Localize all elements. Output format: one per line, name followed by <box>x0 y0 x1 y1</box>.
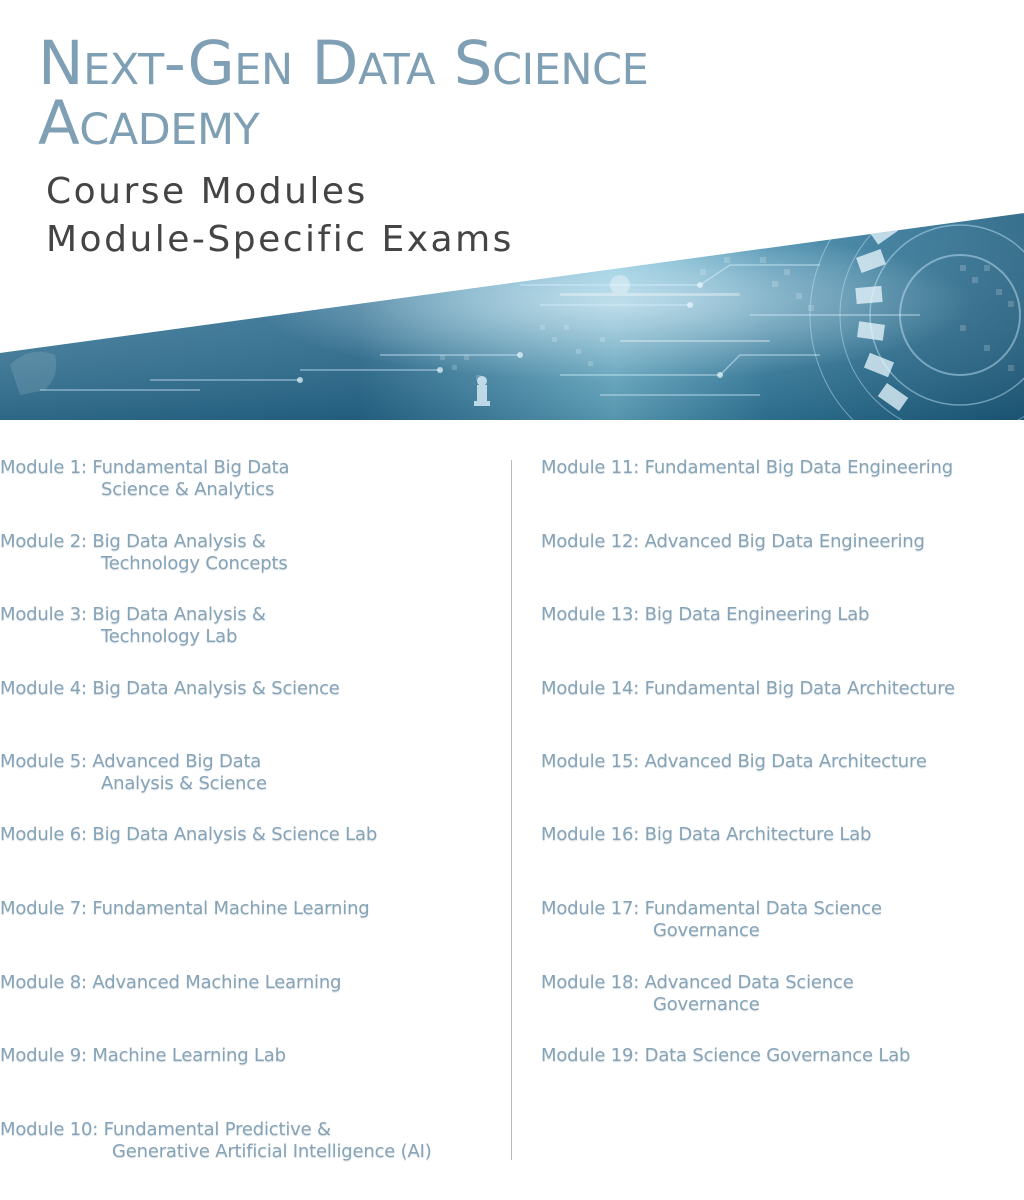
module-prefix: Module 7: <box>0 898 93 919</box>
module-title-continued: Analysis & Science <box>101 773 267 794</box>
page-title <box>38 28 649 159</box>
module-prefix: Module 18: <box>541 972 645 993</box>
module-prefix: Module 2: <box>0 531 93 552</box>
module-title: Big Data Analysis & Science <box>92 678 340 699</box>
module-title: Advanced Big Data Architecture <box>644 751 927 772</box>
module-prefix: Module 17: <box>541 898 645 919</box>
module-prefix: Module 3: <box>0 604 93 625</box>
module-prefix: Module 16: <box>541 824 645 845</box>
modules-section <box>0 455 1024 1175</box>
module-item-1 <box>0 457 289 501</box>
module-title: Big Data Analysis & Science Lab <box>92 824 378 845</box>
module-title: Advanced Machine Learning <box>92 972 342 993</box>
module-prefix: Module 9: <box>0 1045 93 1066</box>
title-line-2: Academy <box>38 88 260 159</box>
module-prefix: Module 10: <box>0 1119 104 1140</box>
title-line-1: Next-Gen Data Science <box>38 28 649 99</box>
module-item-12 <box>541 531 925 553</box>
module-item-8 <box>0 972 341 994</box>
module-title-continued: Governance <box>653 994 760 1015</box>
module-title: Fundamental Data Science <box>644 898 882 919</box>
module-item-14 <box>541 678 955 700</box>
module-prefix: Module 5: <box>0 751 93 772</box>
module-title: Fundamental Big Data <box>92 457 290 478</box>
module-item-16 <box>541 824 871 846</box>
module-prefix: Module 12: <box>541 531 645 552</box>
module-item-10 <box>0 1119 432 1163</box>
module-item-4 <box>0 678 340 700</box>
module-title: Big Data Analysis & <box>92 531 266 552</box>
module-prefix: Module 15: <box>541 751 645 772</box>
module-item-11 <box>541 457 953 479</box>
subtitle-course-modules: Course Modules <box>46 171 368 212</box>
module-title: Big Data Analysis & <box>92 604 266 625</box>
module-item-13 <box>541 604 869 626</box>
module-title: Big Data Architecture Lab <box>644 824 872 845</box>
module-prefix: Module 14: <box>541 678 645 699</box>
module-title-continued: Science & Analytics <box>101 479 275 500</box>
module-title: Fundamental Big Data Engineering <box>644 457 953 478</box>
module-prefix: Module 4: <box>0 678 93 699</box>
module-item-3 <box>0 604 266 648</box>
module-title-continued: Governance <box>653 920 760 941</box>
subtitle-module-exams: Module-Specific Exams <box>46 219 514 260</box>
module-title: Advanced Data Science <box>644 972 854 993</box>
module-item-7 <box>0 898 370 920</box>
module-title-continued: Technology Concepts <box>101 553 288 574</box>
module-title: Advanced Big Data Engineering <box>644 531 925 552</box>
module-title-continued: Generative Artificial Intelligence (AI) <box>112 1141 432 1162</box>
module-title: Fundamental Predictive & <box>103 1119 331 1140</box>
module-title: Fundamental Machine Learning <box>92 898 370 919</box>
module-item-2 <box>0 531 288 575</box>
module-title: Big Data Engineering Lab <box>644 604 870 625</box>
module-prefix: Module 13: <box>541 604 645 625</box>
module-item-9 <box>0 1045 286 1067</box>
module-item-17 <box>541 898 882 942</box>
module-prefix: Module 6: <box>0 824 93 845</box>
module-prefix: Module 8: <box>0 972 93 993</box>
module-title: Fundamental Big Data Architecture <box>644 678 955 699</box>
module-item-18 <box>541 972 854 1016</box>
module-prefix: Module 1: <box>0 457 93 478</box>
module-title: Machine Learning Lab <box>92 1045 286 1066</box>
module-item-15 <box>541 751 927 773</box>
module-title-continued: Technology Lab <box>101 626 238 647</box>
module-title: Advanced Big Data <box>92 751 262 772</box>
module-item-6 <box>0 824 377 846</box>
module-prefix: Module 11: <box>541 457 645 478</box>
column-divider <box>511 460 512 1160</box>
header <box>0 0 1024 430</box>
module-prefix: Module 19: <box>541 1045 645 1066</box>
module-title: Data Science Governance Lab <box>644 1045 911 1066</box>
tech-banner-image <box>0 205 1024 425</box>
module-item-19 <box>541 1045 910 1067</box>
module-item-5 <box>0 751 267 795</box>
